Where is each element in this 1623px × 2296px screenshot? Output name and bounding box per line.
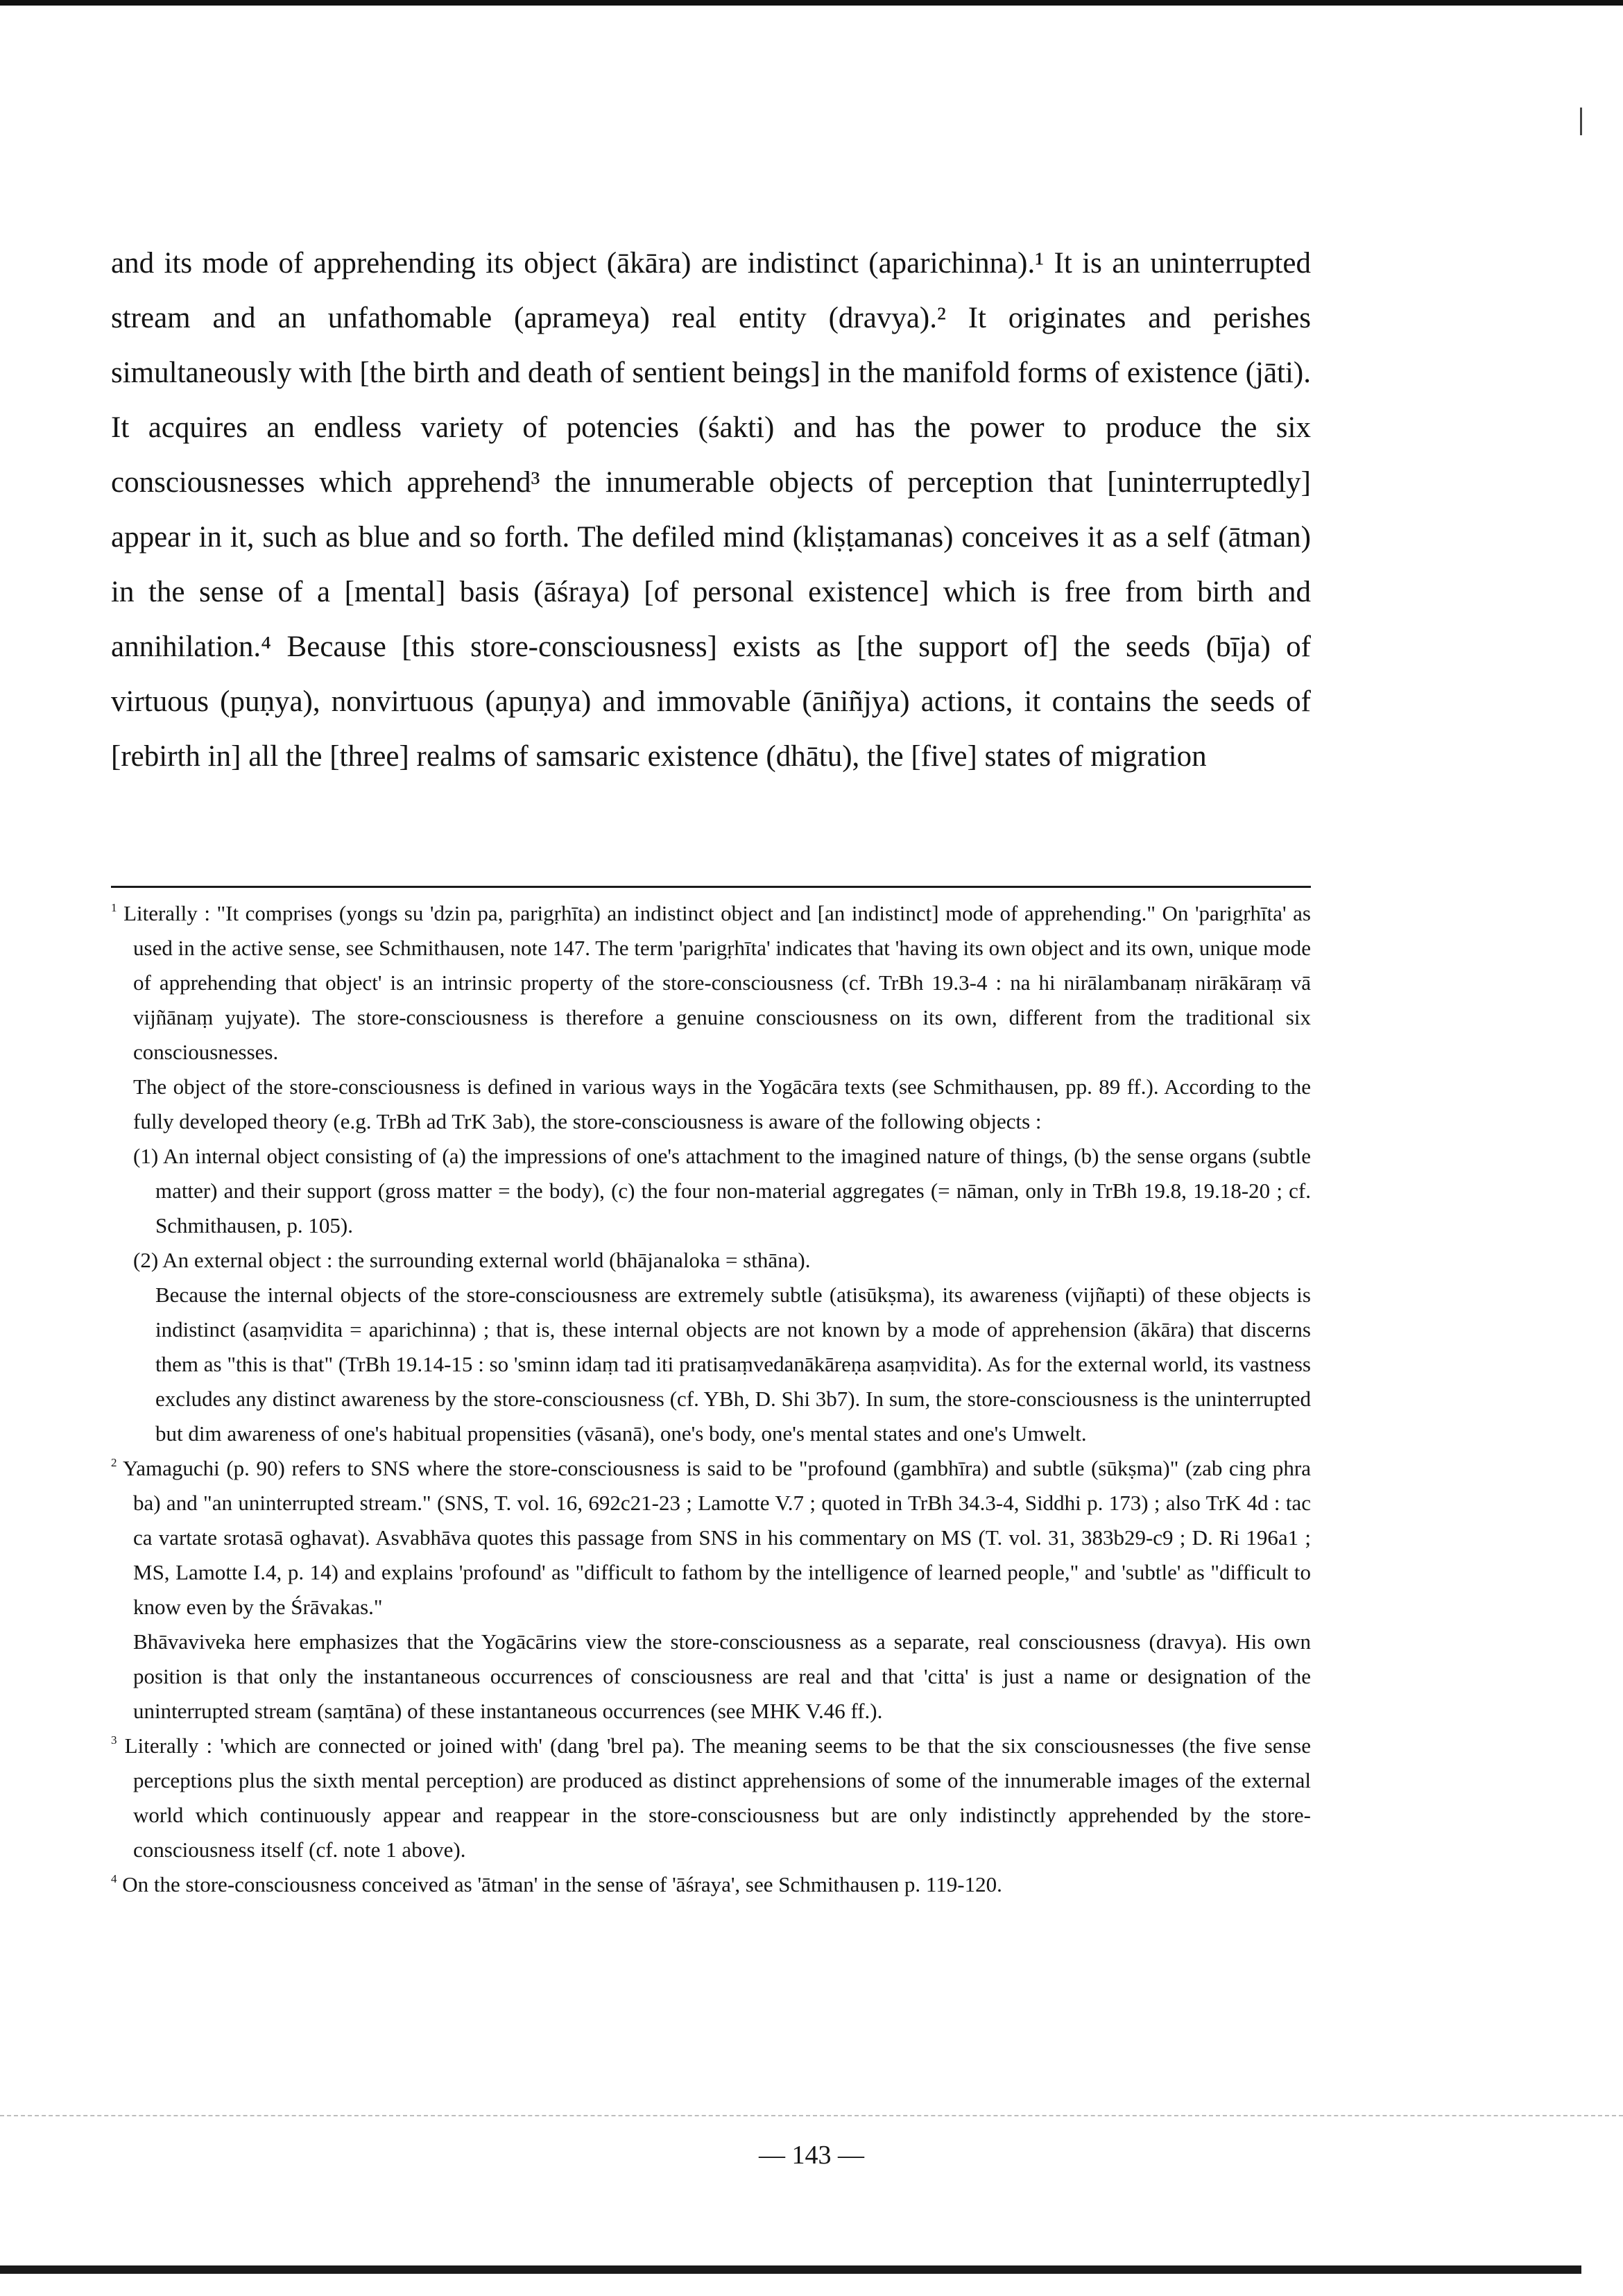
footnote-1-item-2: (2) An external object : the surrounding external world (bhājanaloka = sthāna).: [133, 1248, 811, 1272]
main-paragraph: and its mode of apprehending its object (ākāra) are indistinct (aparichinna).¹ It is an uninterrupted stream and an unfathomable (aprameya) real entity (dravya).² It originates and perishes simultaneously with [the birth and death of sentient beings] in the manifold forms of existence (jāti). It acquires an endless variety of potencies (śakti) and has the power to produce the six consciousnesses which apprehend³ the innumerable objects of perception that [uninterruptedly] appear in it, such as blue and so forth. The defiled mind (kliṣṭamanas) conceives it as a self (ātman) in the sense of a [mental] basis (āśraya) [of personal existence] which is free from birth and annihilation.⁴ Because [this store-consciousness] exists as [the support of] the seeds (bīja) of virtuous (puṇya), nonvirtuous (apuṇya) and immovable (āniñjya) actions, it contains the seeds of [rebirth in] all the [three] realms of samsaric existence (dhātu), the [five] states of migration: [111, 247, 1311, 773]
footnote-2-paragraph-2: Bhāvaviveka here emphasizes that the Yogācārins view the store-consciousness as a separate, real consciousness (dravya). His own position is that only the instantaneous occurrences of consciousness are real and that 'citta' is just a name or designation of the uninterrupted stream (saṃtāna) of these instantaneous occurrences (see MHK V.46 ff.).: [133, 1629, 1311, 1723]
footnote-1-item-2-continuation: Because the internal objects of the store-consciousness are extremely subtle (atisūkṣma), its awareness (vijñapti) of these objects is indistinct (asaṃvidita = aparichinna) ; that is, these internal objects are not known by a mode of apprehension (ākāra) that discerns them as "this is that" (TrBh 19.14-15 : so 'sminn idaṃ tad iti pratisaṃvedanākāreṇa asaṃvidita). As for the external world, its vastness excludes any distinct awareness by the store-consciousness (cf. YBh, D. Shi 3b7). In sum, the store-consciousness is the uninterrupted but dim awareness of one's habitual propensities (vāsanā), one's body, one's mental states and one's Umwelt.: [155, 1283, 1311, 1446]
scan-edge-mark: [1580, 108, 1582, 135]
footnote-1-mark: 1: [111, 901, 117, 915]
footnote-2-mark: 2: [111, 1456, 117, 1470]
main-body-text: [111, 236, 1311, 784]
footnote-1-item-1: (1) An internal object consisting of (a) the impressions of one's attachment to the imagined nature of things, (b) the sense organs (subtle matter) and their support (gross matter = the body), (c) the four non-material aggregates (= nāman, only in TrBh 19.8, 19.18-20 ; cf. Schmithausen, p. 105).: [133, 1144, 1311, 1237]
footnote-4-text: On the store-consciousness conceived as 'ātman' in the sense of 'āśraya', see Schmithausen p. 119-120.: [122, 1872, 1002, 1896]
footnote-2-text: Yamaguchi (p. 90) refers to SNS where the store-consciousness is said to be "profound (gambhīra) and subtle (sūkṣma)" (zab cing phra ba) and "an uninterrupted stream." (SNS, T. vol. 16, 692c21-23 ; Lamotte V.7 ; quoted in TrBh 34.3-4, Siddhi p. 173) ; also TrK 4d : tac ca vartate srotasā oghavat). Asvabhāva quotes this passage from SNS in his commentary on MS (T. vol. 31, 383b29-c9 ; D. Ri 196a1 ; MS, Lamotte I.4, p. 14) and explains 'profound' as "difficult to fathom by the intelligence of learned people," and 'subtle' as "difficult to know even by the Śrāvakas.": [122, 1456, 1311, 1619]
footnote-1-paragraph-2: The object of the store-consciousness is defined in various ways in the Yogācāra texts (see Schmithausen, pp. 89 ff.). According to the fully developed theory (e.g. TrBh ad TrK 3ab), the store-consciousness is aware of the following objects :: [133, 1074, 1311, 1133]
footnote-separator: [111, 886, 1311, 888]
footnote-3-text: Literally : 'which are connected or joined with' (dang 'brel pa). The meaning seems to be that the six consciousnesses (the five sense perceptions plus the sixth mental perception) are produced as distinct apprehensions of some of the innumerable images of the external world which continuously appear and reappear in the store-consciousness but are only indistinctly apprehended by the store-consciousness itself (cf. note 1 above).: [124, 1733, 1311, 1862]
scan-bottom-border: [0, 2265, 1581, 2274]
scan-top-border: [0, 0, 1623, 6]
page-number: — 143 —: [759, 2141, 864, 2170]
footnote-3-mark: 3: [111, 1733, 117, 1747]
footnote-2: [111, 1451, 1311, 1625]
footnote-4: [111, 1867, 1311, 1902]
scan-artifact-line: [0, 2115, 1623, 2116]
footnote-1-text: Literally : "It comprises (yongs su 'dzin pa, parigṛhīta) an indistinct object and [an indistinct] mode of apprehending." On 'parigṛhīta' as used in the active sense, see Schmithausen, note 147. The term 'parigṛhīta' indicates that 'having its own object and its own, unique mode of apprehending that object' is an intrinsic property of the store-consciousness (cf. TrBh 19.3-4 : na hi nirālambanaṃ nirākāraṃ vā vijñānaṃ yujyate). The store-consciousness is therefore a genuine consciousness on its own, different from the traditional six consciousnesses.: [123, 901, 1311, 1064]
footnotes: [111, 896, 1311, 1902]
footnote-3: [111, 1729, 1311, 1867]
footnote-4-mark: 4: [111, 1872, 117, 1886]
footnote-1: [111, 896, 1311, 1070]
